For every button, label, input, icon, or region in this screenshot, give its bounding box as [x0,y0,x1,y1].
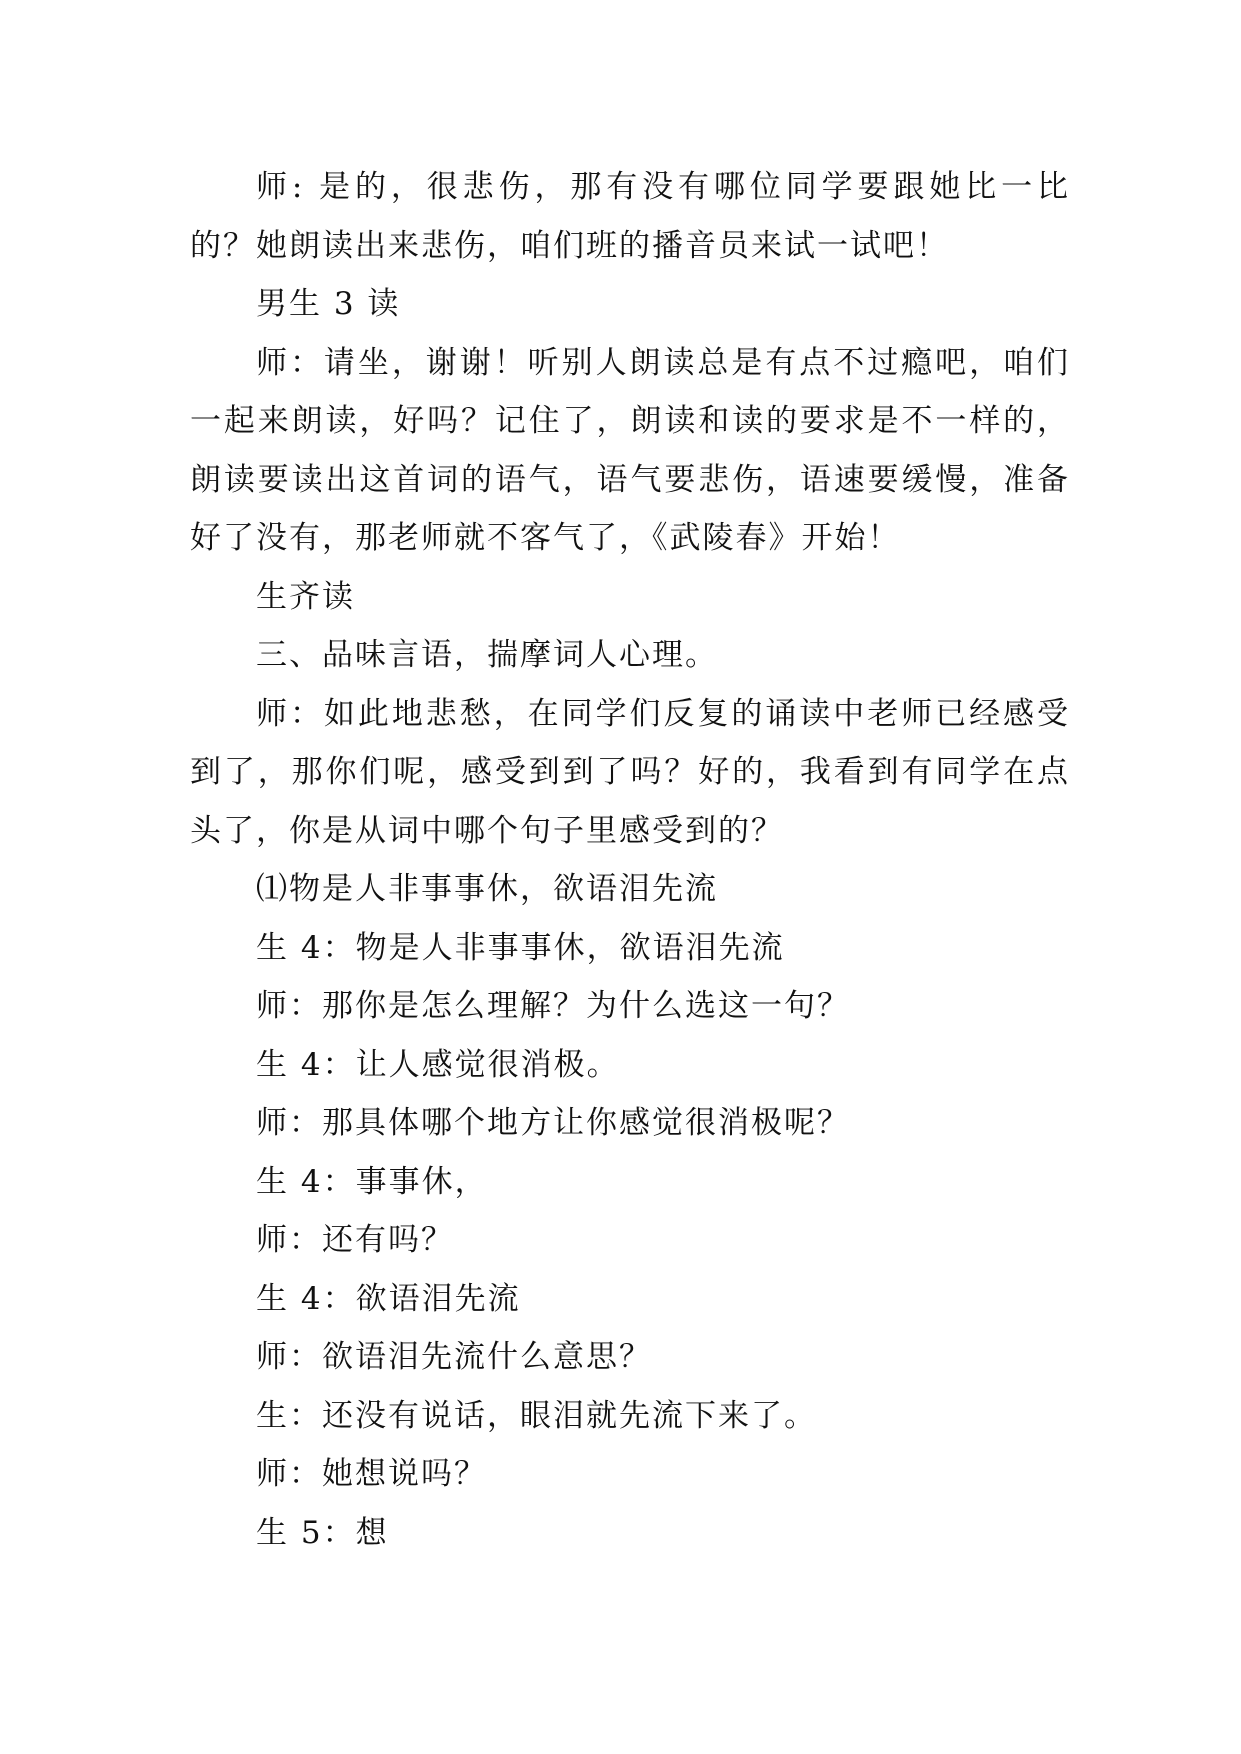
paragraph: 生：还没有说话，眼泪就先流下来了。 [256,1397,817,1434]
paragraph: 男生 3 读 [256,286,401,322]
section-heading: 三、品味言语，揣摩词人心理。 [256,637,718,673]
paragraph: 师：那具体哪个地方让你感觉很消极呢？ [256,1105,850,1141]
paragraph: 师：那你是怎么理解？为什么选这一句？ [256,988,850,1024]
paragraph: 生 4：欲语泪先流 [256,1280,521,1317]
paragraph: 师：如此地悲愁，在同学们反复的诵读中老师已经感受到了，那你们呢，感受到到了吗？好的，我看到有同学在点头了，你是从词中哪个句子里感受到的？ [190,695,1070,849]
paragraph: 生 4：事事休， [256,1163,488,1200]
paragraph: 师：请坐，谢谢！听别人朗读总是有点不过瘾吧，咱们一起来朗读，好吗？记住了，朗读和读的要求是不一样的，朗读要读出这首词的语气，语气要悲伤，语速要缓慢，准备好了没有，那老师就不客气了，《武陵春》开始！ [190,344,1070,556]
paragraph: 师：她想说吗？ [256,1456,487,1492]
list-item: ⑴物是人非事事休，欲语泪先流 [256,871,718,907]
paragraph: 生齐读 [256,578,355,615]
paragraph: 生 4：让人感觉很消极。 [256,1046,620,1083]
paragraph: 师: 是的，很悲伤，那有没有哪位同学要跟她比一比的？她朗读出来悲伤，咱们班的播音员来试一试吧！ [190,169,1070,264]
paragraph: 生 4：物是人非事事休，欲语泪先流 [256,929,785,966]
paragraph: 生 5：想 [256,1514,389,1551]
body-text [190,158,1070,1562]
paragraph: 师：还有吗？ [256,1222,454,1258]
paragraph: 师：欲语泪先流什么意思？ [256,1339,652,1375]
